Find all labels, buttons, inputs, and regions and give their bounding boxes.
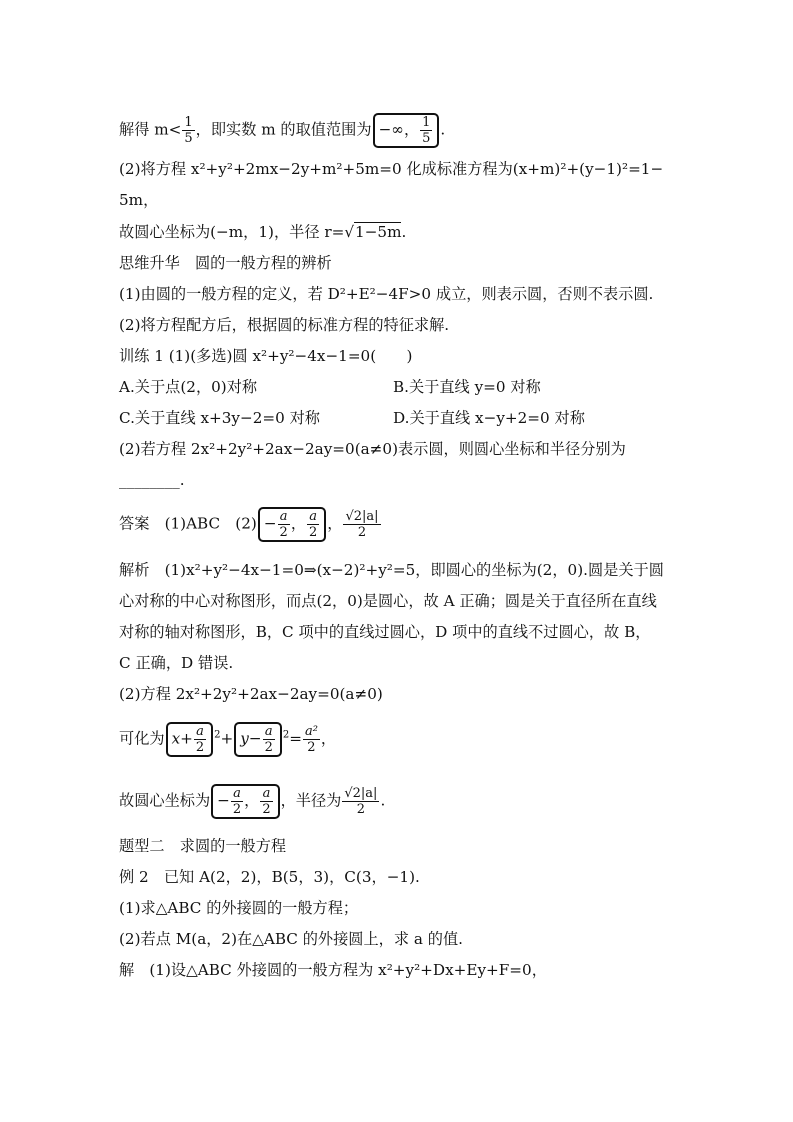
answer-line: 答案 (1)ABC (2) − $\frac{a}{2}$ ， $\frac{a}{2}$ ， $\frac{√2|a|}{2}$	[119, 509, 379, 540]
numerator: 1	[184, 115, 193, 130]
text-line: 心对称的中心对称图形，而点(2，0)是圆心，故 A 正确；圆是关于直径所在直线	[119, 592, 657, 610]
option-a: A.关于点(2，0)对称	[119, 378, 258, 396]
fraction	[420, 115, 432, 146]
numerator: a	[263, 724, 275, 740]
center-bracket: − $\frac{a}{2}$ ， $\frac{a}{2}$	[211, 784, 279, 819]
denominator: 2	[232, 802, 242, 817]
minus-sign: −	[263, 514, 277, 533]
denominator: 2	[279, 525, 288, 540]
term: y−	[240, 729, 262, 748]
denominator: 2	[307, 740, 316, 755]
text-line: (2)将方程 x²+y²+2mx−2y+m²+5m=0 化成标准方程为(x+m)²+(y−1)²=1−	[119, 160, 664, 178]
numerator: a	[260, 786, 272, 802]
fraction	[263, 724, 275, 755]
interval-text: −∞，	[378, 120, 420, 139]
text-line: (2)方程 2x²+2y²+2ax−2ay=0(a≠0)	[119, 685, 383, 703]
text-line: (2)若方程 2x²+2y²+2ax−2ay=0(a≠0)表示圆，则圆心坐标和半径分别为	[119, 440, 626, 458]
options-row	[119, 408, 585, 428]
text-line: (2)将方程配方后，根据圆的标准方程的特征求解.	[119, 316, 450, 334]
text-line-range	[119, 113, 445, 148]
sqrt-radicand: 1−5m	[355, 223, 402, 241]
exercise-line: 训练 1 (1)(多选)圆 x²+y²−4x−1=0( )	[119, 347, 413, 365]
interval-bracket	[373, 113, 440, 148]
minus-sign: −	[217, 791, 230, 810]
answer-blank: ________.	[119, 471, 185, 489]
text-segment: .	[440, 120, 446, 139]
fraction	[231, 786, 243, 817]
numerator: a	[231, 786, 243, 802]
text-line: (1)由圆的一般方程的定义，若 D²+E²−4F>0 成立，则表示圆，否则不表示圆.	[119, 285, 654, 303]
text-segment: .	[401, 223, 407, 241]
text-line: 解析 (1)x²+y²−4x−1=0⇒(x−2)²+y²=5，即圆心的坐标为(2，0).圆是关于圆	[119, 561, 664, 579]
solution-line: 解 (1)设△ABC 外接圆的一般方程为 x²+y²+Dx+Ey+F=0，	[119, 961, 547, 979]
text-line-completed-square: 可化为 x+ $\frac{a}{2}$ $^2$+ y− $\frac{a}{2}$ $^2$= $\frac{\text{a²}}{2}$ ，	[119, 724, 337, 755]
option-d: D.关于直线 x−y+2=0 对称	[393, 409, 585, 427]
numerator: a²	[304, 724, 318, 739]
numerator: a	[307, 509, 319, 525]
text-segment: ，半径为	[280, 791, 342, 810]
text-segment: 故圆心坐标为	[119, 791, 211, 810]
text-line-center-radius: 故圆心坐标为 − $\frac{a}{2}$ ， $\frac{a}{2}$ ，半径为 $\frac{√2|a|}{2}$ .	[119, 786, 386, 817]
denominator: 2	[357, 525, 367, 540]
section-heading: 题型二 求圆的一般方程	[119, 837, 287, 855]
options-row	[119, 377, 541, 397]
numerator: 1	[422, 115, 431, 130]
denominator: 2	[309, 525, 318, 540]
text-line: C 正确，D 错误.	[119, 654, 234, 672]
text-line: 对称的轴对称图形，B，C 项中的直线过圆心，D 项中的直线不过圆心，故 B，	[119, 623, 651, 641]
example-line: 例 2 已知 A(2，2)，B(5，3)，C(3，−1).	[119, 868, 420, 886]
option-b: B.关于直线 y=0 对称	[393, 378, 541, 396]
text-segment: 答案 (1)ABC (2)	[119, 514, 257, 533]
fraction	[278, 509, 290, 540]
fraction	[260, 786, 272, 817]
text-segment: 可化为	[119, 729, 165, 748]
denominator: 2	[262, 802, 271, 817]
paren-bracket	[166, 722, 214, 757]
denominator: 2	[195, 740, 205, 755]
numerator: √2|a|	[345, 509, 379, 524]
fraction	[182, 115, 194, 146]
option-c: C.关于直线 x+3y−2=0 对称	[119, 409, 320, 427]
section-heading: 思维升华 圆的一般方程的辨析	[119, 254, 332, 272]
text-line: 5m，	[119, 191, 159, 209]
paren-bracket	[234, 722, 282, 757]
fraction	[343, 509, 380, 540]
numerator: a	[194, 724, 206, 740]
numerator: a	[278, 509, 290, 525]
text-segment: 解得 m<	[119, 120, 182, 139]
denominator: 2	[264, 740, 273, 755]
center-bracket: − $\frac{a}{2}$ ， $\frac{a}{2}$	[258, 507, 326, 542]
text-segment: 故圆心坐标为(−m，1)，半径 r=	[119, 223, 345, 241]
denominator: 5	[422, 131, 431, 146]
text-segment: ，即实数 m 的取值范围为	[195, 120, 372, 139]
text-line: (2)若点 M(a，2)在△ABC 的外接圆上，求 a 的值.	[119, 930, 463, 948]
text-line-radius: 故圆心坐标为(−m，1)，半径 r=√1−5m.	[119, 223, 407, 241]
fraction	[194, 724, 206, 755]
denominator: 2	[356, 802, 366, 817]
text-line: (1)求△ABC 的外接圆的一般方程；	[119, 899, 359, 917]
fraction	[303, 724, 320, 755]
fraction	[307, 509, 319, 540]
numerator: √2|a|	[344, 786, 378, 801]
term: x+	[171, 729, 193, 748]
denominator: 5	[184, 131, 193, 146]
fraction	[342, 786, 379, 817]
